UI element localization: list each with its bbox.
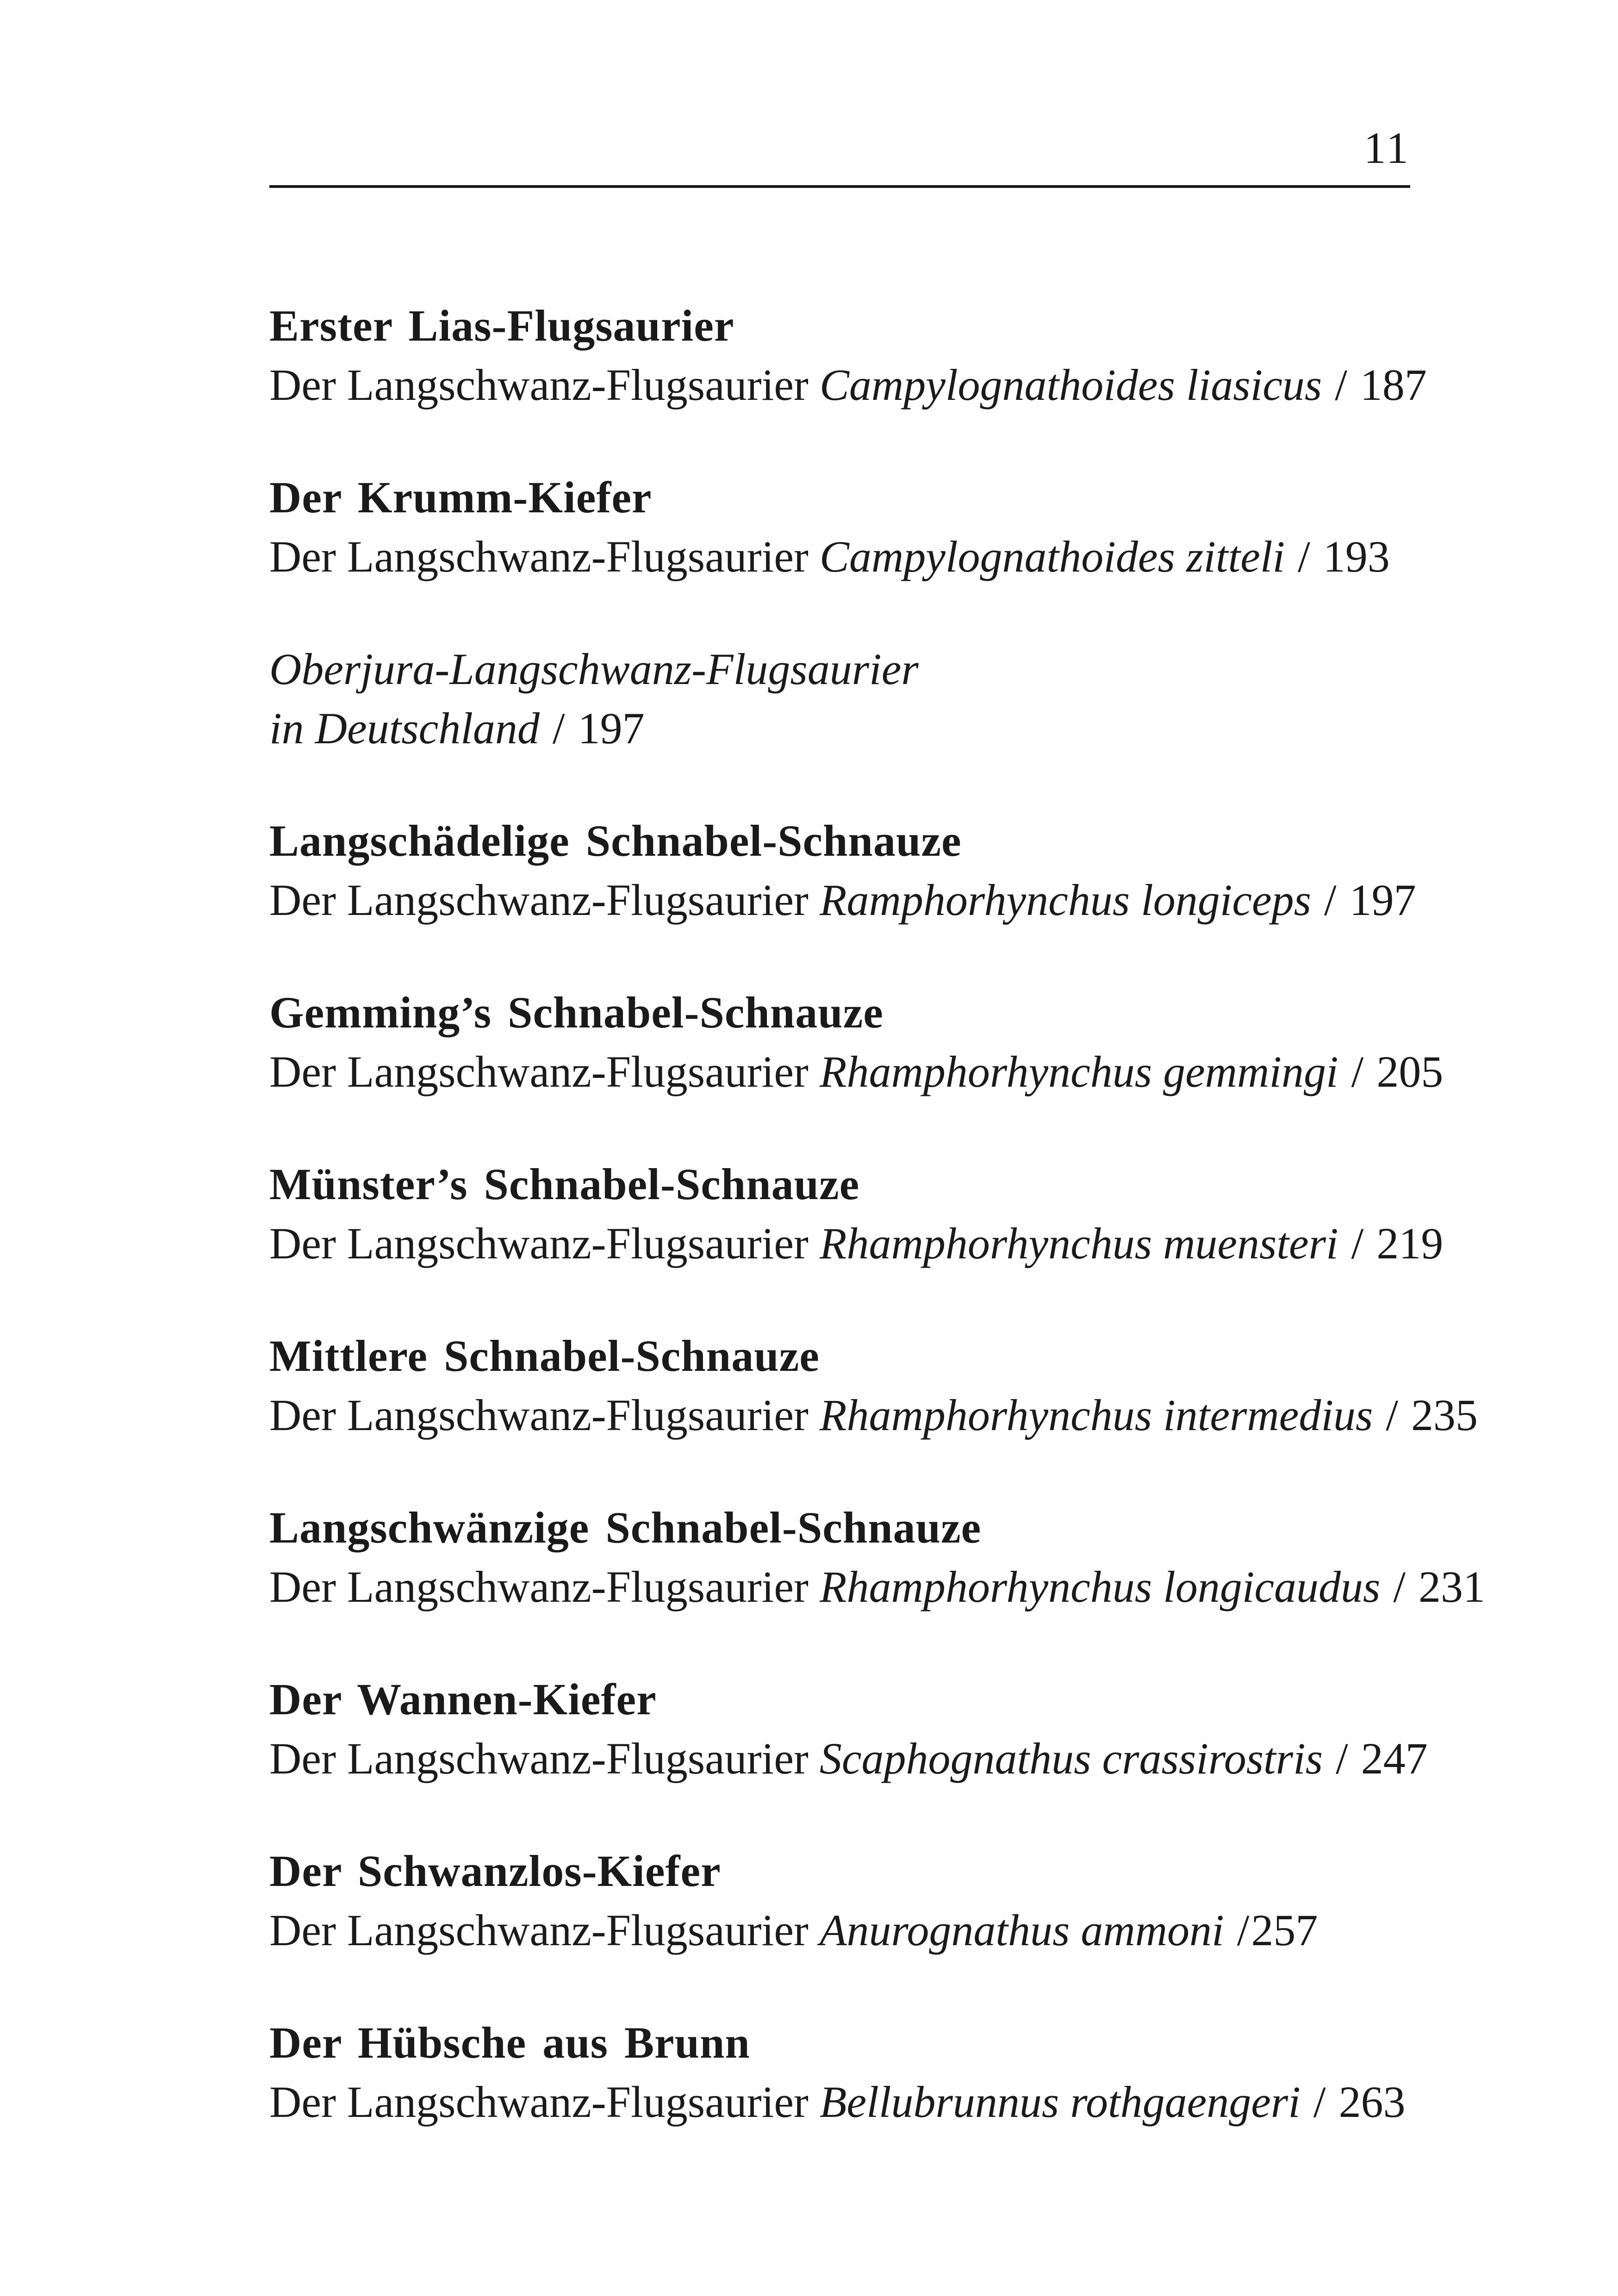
entry-title: Münster’s Schnabel-Schnauze xyxy=(269,1159,860,1209)
species-name: Bellubrunnus rothgaengeri xyxy=(819,2077,1301,2127)
toc-entry xyxy=(269,2013,1593,2132)
entry-prefix: Der Langschwanz-Flugsaurier xyxy=(269,1734,809,1783)
separator: / xyxy=(1325,1734,1359,1783)
separator: / xyxy=(1302,2077,1337,2127)
entry-line xyxy=(269,699,1593,758)
entry-title: Langschädelige Schnabel-Schnauze xyxy=(269,816,962,865)
entry-line xyxy=(269,1042,1593,1101)
entry-prefix: Der Langschwanz-Flugsaurier xyxy=(269,1562,809,1612)
entry-prefix: Der Langschwanz-Flugsaurier xyxy=(269,532,809,581)
entry-prefix: Der Langschwanz-Flugsaurier xyxy=(269,1047,809,1096)
entry-line xyxy=(269,1557,1593,1617)
entry-line xyxy=(269,1214,1593,1273)
toc-entry xyxy=(269,1498,1593,1617)
page-reference: 197 xyxy=(1349,875,1416,925)
page-reference: 219 xyxy=(1376,1219,1444,1268)
page-reference: 197 xyxy=(578,703,645,753)
entry-italic-heading-cont: in Deutschland xyxy=(269,703,540,753)
separator: / xyxy=(1324,360,1358,410)
entry-line xyxy=(269,2072,1593,2132)
species-name: Rhamphorhynchus longicaudus xyxy=(819,1562,1381,1612)
separator: / xyxy=(1313,875,1348,925)
separator: / xyxy=(1340,1047,1375,1096)
entry-title: Mittlere Schnabel-Schnauze xyxy=(269,1331,820,1381)
entry-line xyxy=(269,1901,1593,1960)
species-name: Rhamphorhynchus intermedius xyxy=(819,1390,1373,1440)
page-reference: 205 xyxy=(1376,1047,1444,1096)
species-name: Rhamphorhynchus gemmingi xyxy=(819,1047,1338,1096)
page-reference: 235 xyxy=(1411,1390,1478,1440)
entry-prefix: Der Langschwanz-Flugsaurier xyxy=(269,1905,809,1955)
entry-prefix: Der Langschwanz-Flugsaurier xyxy=(269,875,809,925)
separator: / xyxy=(1226,1905,1250,1955)
entry-italic-heading: Oberjura-Langschwanz-Flugsaurier xyxy=(269,644,919,694)
entry-title: Der Wannen-Kiefer xyxy=(269,1674,657,1724)
entry-line xyxy=(269,871,1593,930)
entry-title: Gemming’s Schnabel-Schnauze xyxy=(269,988,884,1037)
page-header xyxy=(269,125,1410,188)
toc-entry xyxy=(269,468,1593,586)
entry-line xyxy=(269,527,1593,586)
separator: / xyxy=(541,703,576,753)
toc-entry xyxy=(269,811,1593,930)
separator: / xyxy=(1340,1219,1375,1268)
separator: / xyxy=(1375,1390,1410,1440)
species-name: Scaphognathus crassirostris xyxy=(819,1734,1323,1783)
page-number: 11 xyxy=(1363,123,1410,173)
toc-entry xyxy=(269,640,1593,758)
page-reference: 193 xyxy=(1323,532,1390,581)
entry-title: Der Schwanzlos-Kiefer xyxy=(269,1846,721,1896)
species-name: Rhamphorhynchus muensteri xyxy=(819,1219,1338,1268)
entry-prefix: Der Langschwanz-Flugsaurier xyxy=(269,1390,809,1440)
entry-prefix: Der Langschwanz-Flugsaurier xyxy=(269,2077,809,2127)
toc-entry xyxy=(269,1670,1593,1788)
separator: / xyxy=(1382,1562,1417,1612)
toc-entry xyxy=(269,1842,1593,1960)
entry-line xyxy=(269,1729,1593,1788)
entry-line xyxy=(269,1386,1593,1445)
species-name: Anurognathus ammoni xyxy=(819,1905,1224,1955)
entry-prefix: Der Langschwanz-Flugsaurier xyxy=(269,1219,809,1268)
page-reference: 247 xyxy=(1361,1734,1428,1783)
entry-title: Langschwänzige Schnabel-Schnauze xyxy=(269,1503,982,1552)
page-reference: 257 xyxy=(1251,1905,1318,1955)
entry-prefix: Der Langschwanz-Flugsaurier xyxy=(269,360,809,410)
toc-entry xyxy=(269,983,1593,1101)
species-name: Ramphorhynchus longiceps xyxy=(819,875,1311,925)
toc-entry xyxy=(269,296,1593,415)
table-of-contents xyxy=(269,296,1593,2132)
toc-entry xyxy=(269,1326,1593,1445)
entry-title: Erster Lias-Flugsaurier xyxy=(269,301,734,350)
page-reference: 187 xyxy=(1360,360,1427,410)
species-name: Campylognathoides zitteli xyxy=(819,532,1285,581)
entry-title: Der Krumm-Kiefer xyxy=(269,473,652,522)
page-reference: 231 xyxy=(1419,1562,1486,1612)
page-reference: 263 xyxy=(1338,2077,1406,2127)
entry-title: Der Hübsche aus Brunn xyxy=(269,2018,750,2067)
species-name: Campylognathoides liasicus xyxy=(819,360,1322,410)
entry-line xyxy=(269,355,1593,415)
separator: / xyxy=(1287,532,1321,581)
toc-entry xyxy=(269,1155,1593,1273)
